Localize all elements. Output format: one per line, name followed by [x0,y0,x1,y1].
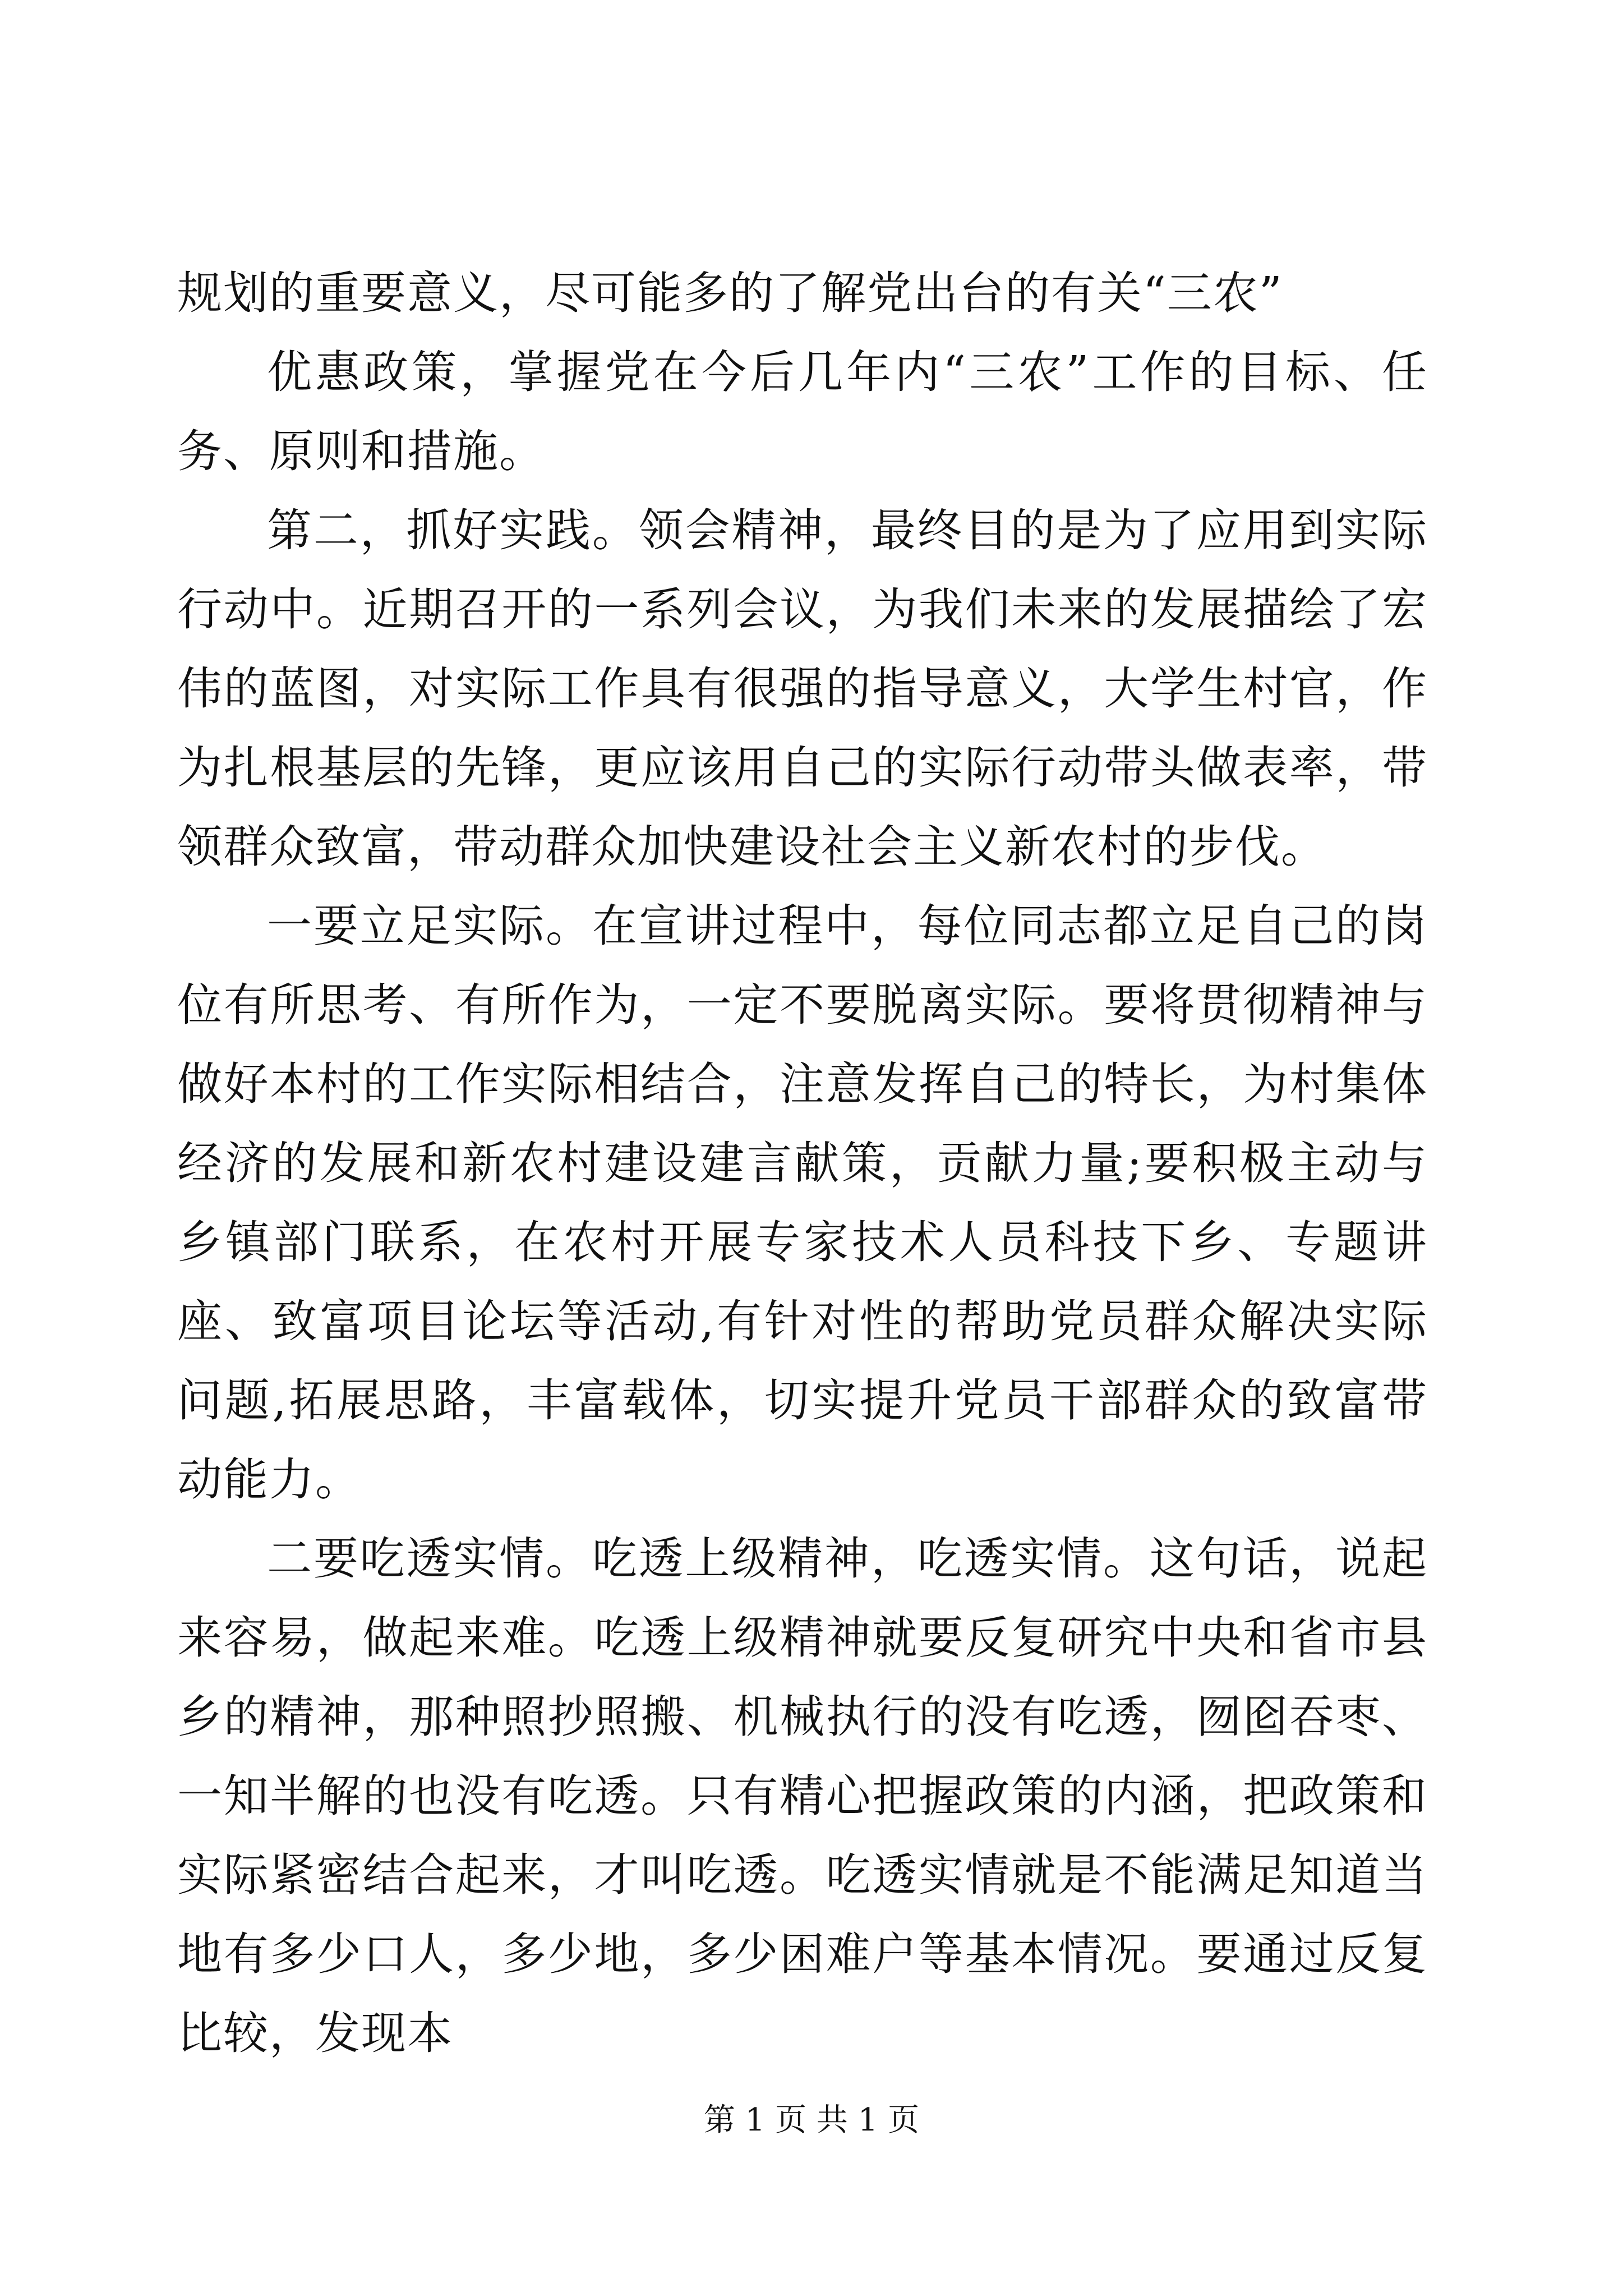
page-footer: 第 1 页 共 1 页 [703,2102,920,2138]
paragraph-2: 优惠政策，掌握党在今后几年内“三农”工作的目标、任务、原则和措施。 [177,346,1428,477]
document-body [177,254,1428,2073]
paragraph-3: 第二，抓好实践。领会精神，最终目的是为了应用到实际行动中。近期召开的一系列会议，为我们未来的发展描绘了宏伟的蓝图，对实际工作具有很强的指导意义，大学生村官，作为扎根基层的先锋，更应该用自己的实际行动带头做表率，带领群众致富，带动群众加快建设社会主义新农村的步伐。 [177,504,1428,873]
paragraph-1: 规划的重要意义，尽可能多的了解党出台的有关“三农” [177,267,1283,319]
paragraph-4: 一要立足实际。在宣讲过程中，每位同志都立足自己的岗位有所思考、有所作为，一定不要脱离实际。要将贯彻精神与做好本村的工作实际相结合，注意发挥自己的特长，为村集体经济的发展和新农村建设建言献策，贡献力量;要积极主动与乡镇部门联系，在农村开展专家技术人员科技下乡、专题讲座、致富项目论坛等活动,有针对性的帮助党员群众解决实际问题,拓展思路，丰富载体，切实提升党员干部群众的致富带动能力。 [177,900,1428,1506]
paragraph-5: 二要吃透实情。吃透上级精神，吃透实情。这句话，说起来容易，做起来难。吃透上级精神就要反复研究中央和省市县乡的精神，那种照抄照搬、机械执行的没有吃透，囫囵吞枣、一知半解的也没有吃透。只有精心把握政策的内涵，把政策和实际紧密结合起来，才叫吃透。吃透实情就是不能满足知道当地有多少口人，多少地，多少困难户等基本情况。要通过反复比较，发现本 [177,1533,1428,2059]
